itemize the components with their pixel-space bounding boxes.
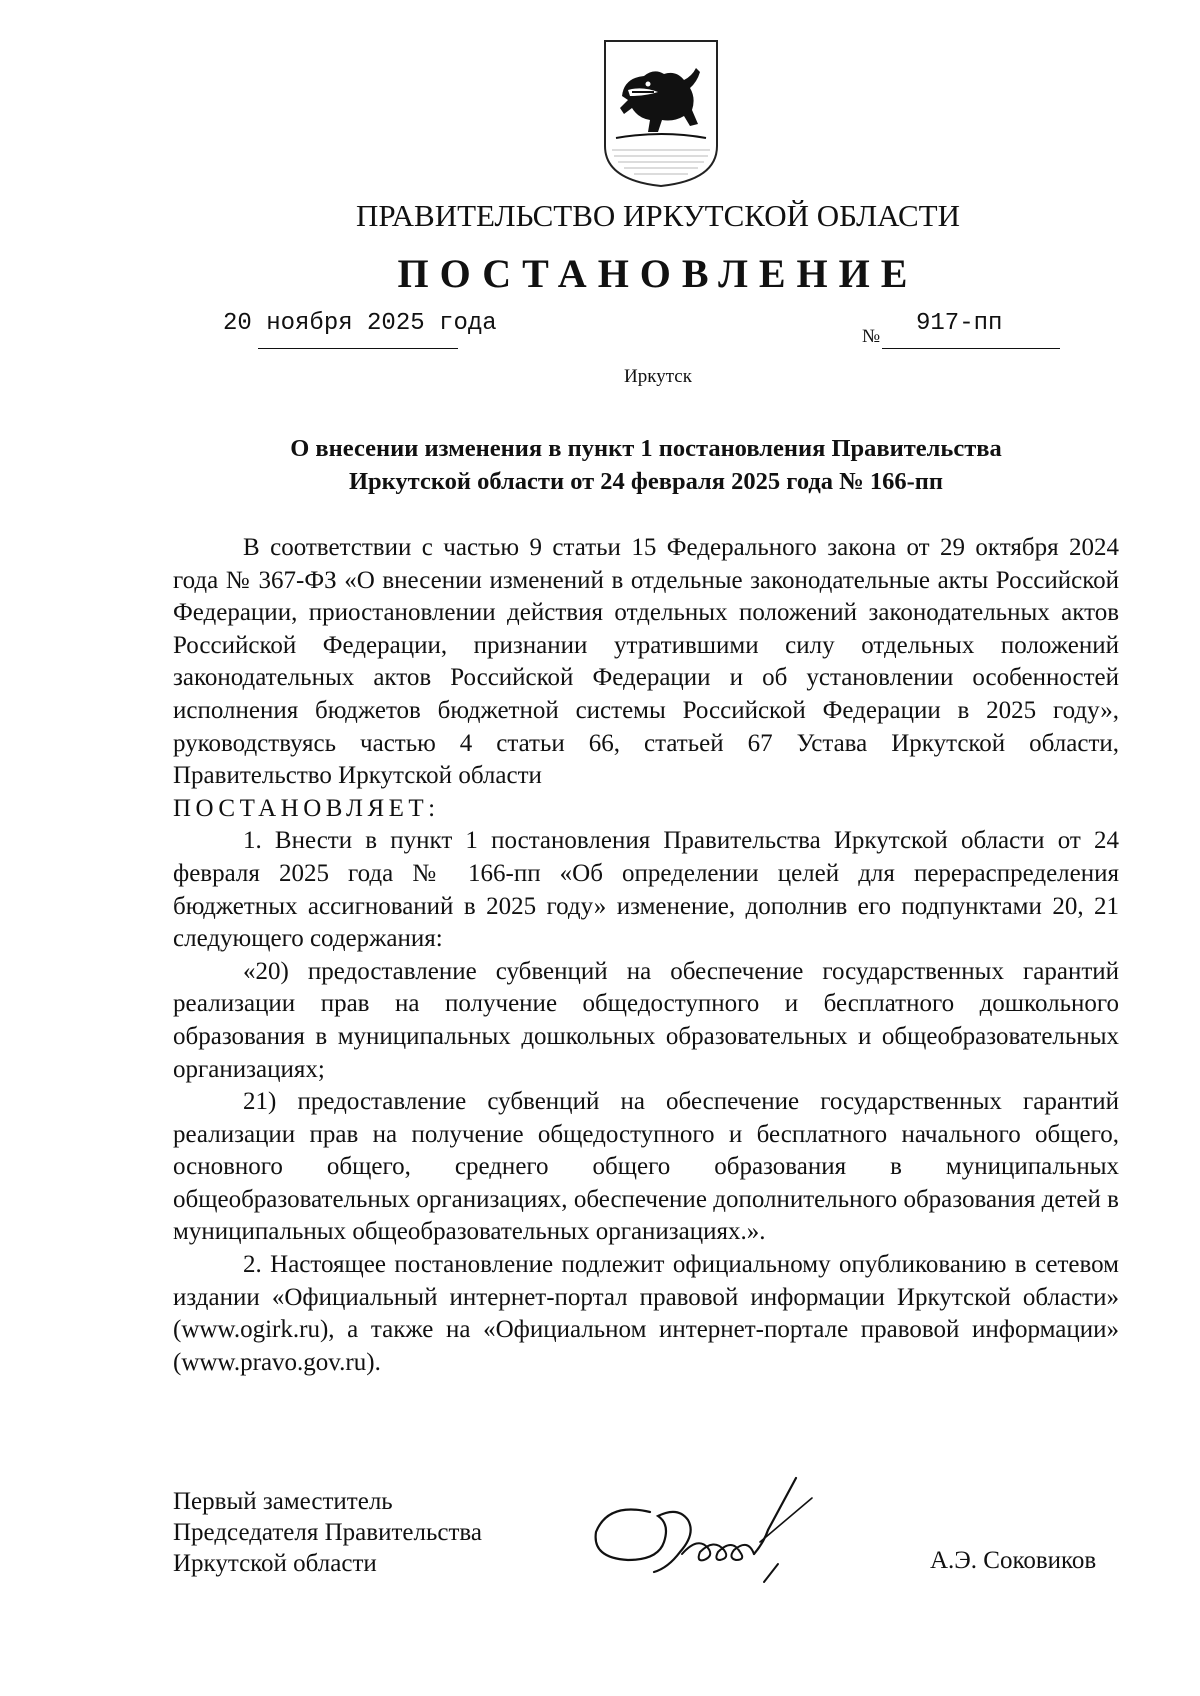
document-type-heading: ПОСТАНОВЛЕНИЕ <box>397 251 919 296</box>
document-body <box>173 532 1119 1379</box>
signer-position-line-1: Первый заместитель <box>173 1488 393 1515</box>
number-underline <box>882 348 1060 349</box>
date-underline <box>258 348 458 349</box>
signer-position-line-2: Председателя Правительства <box>173 1519 482 1546</box>
handwritten-signature <box>588 1472 838 1584</box>
subitem-20-paragraph: «20) предоставление субвенций на обеспечение государственных гарантий реализации прав на получение общедоступного и бесплатного дошкольного образования в муниципальных дошкольных образовательных и общеобразовательных организациях; <box>173 957 1119 1083</box>
subitem-21-paragraph: 21) предоставление субвенций на обеспечение государственных гарантий реализации прав на получение общедоступного и бесплатного начального общего, основного общего, среднего общего образования в муниципальных общеобразовательных организациях, обеспечение дополнительного образования детей в муниципальных общеобразовательных организациях.». <box>173 1088 1119 1246</box>
document-title <box>173 432 1119 498</box>
preamble-paragraph: В соответствии с частью 9 статьи 15 Федерального закона от 29 октября 2024 года № 367-ФЗ «О внесении изменений в отдельные законодательные акты Российской Федерации, приостановлении действия отдельных положений законодательных актов Российской Федерации, признании утратившими силу отдельных положений законодательных актов Российской Федерации и об установлении особенностей исполнения бюджетов бюджетной системы Российской Федерации в 2025 году», руководствуясь частью 4 статьи 66, статьей 67 Устава Иркутской области, Правительство Иркутской области <box>173 534 1119 790</box>
signer-name: А.Э. Соковиков <box>930 1547 1097 1574</box>
signer-position <box>173 1486 482 1579</box>
government-name: ПРАВИТЕЛЬСТВО ИРКУТСКОЙ ОБЛАСТИ <box>355 198 960 233</box>
item-1-paragraph: 1. Внести в пункт 1 постановления Правительства Иркутской области от 24 февраля 2025 года № 166-пп «Об определении целей для перераспределения бюджетных ассигнований в 2025 году» изменение, дополнив его подпунктами 20, 21 следующего содержания: <box>173 827 1119 953</box>
title-line-1: О внесении изменения в пункт 1 постановления Правительства <box>290 435 1002 462</box>
city-name: Иркутск <box>624 366 692 387</box>
title-line-2: Иркутской области от 24 февраля 2025 года № 166-пп <box>348 468 944 495</box>
signer-position-line-3: Иркутской области <box>173 1550 377 1577</box>
document-date: 20 ноября 2025 года <box>223 310 497 337</box>
number-sign: № <box>862 326 881 347</box>
item-2-paragraph: 2. Настоящее постановление подлежит официальному опубликованию в сетевом издании «Официальный интернет-портал правовой информации Иркутской области» (www.ogirk.ru), а также на «Официальном интернет-портале правовой информации» (www.pravo.gov.ru). <box>173 1251 1119 1376</box>
document-number: 917-пп <box>916 310 1003 337</box>
coat-of-arms-emblem <box>602 38 720 188</box>
decree-word: ПОСТАНОВЛЯЕТ: <box>173 794 440 822</box>
